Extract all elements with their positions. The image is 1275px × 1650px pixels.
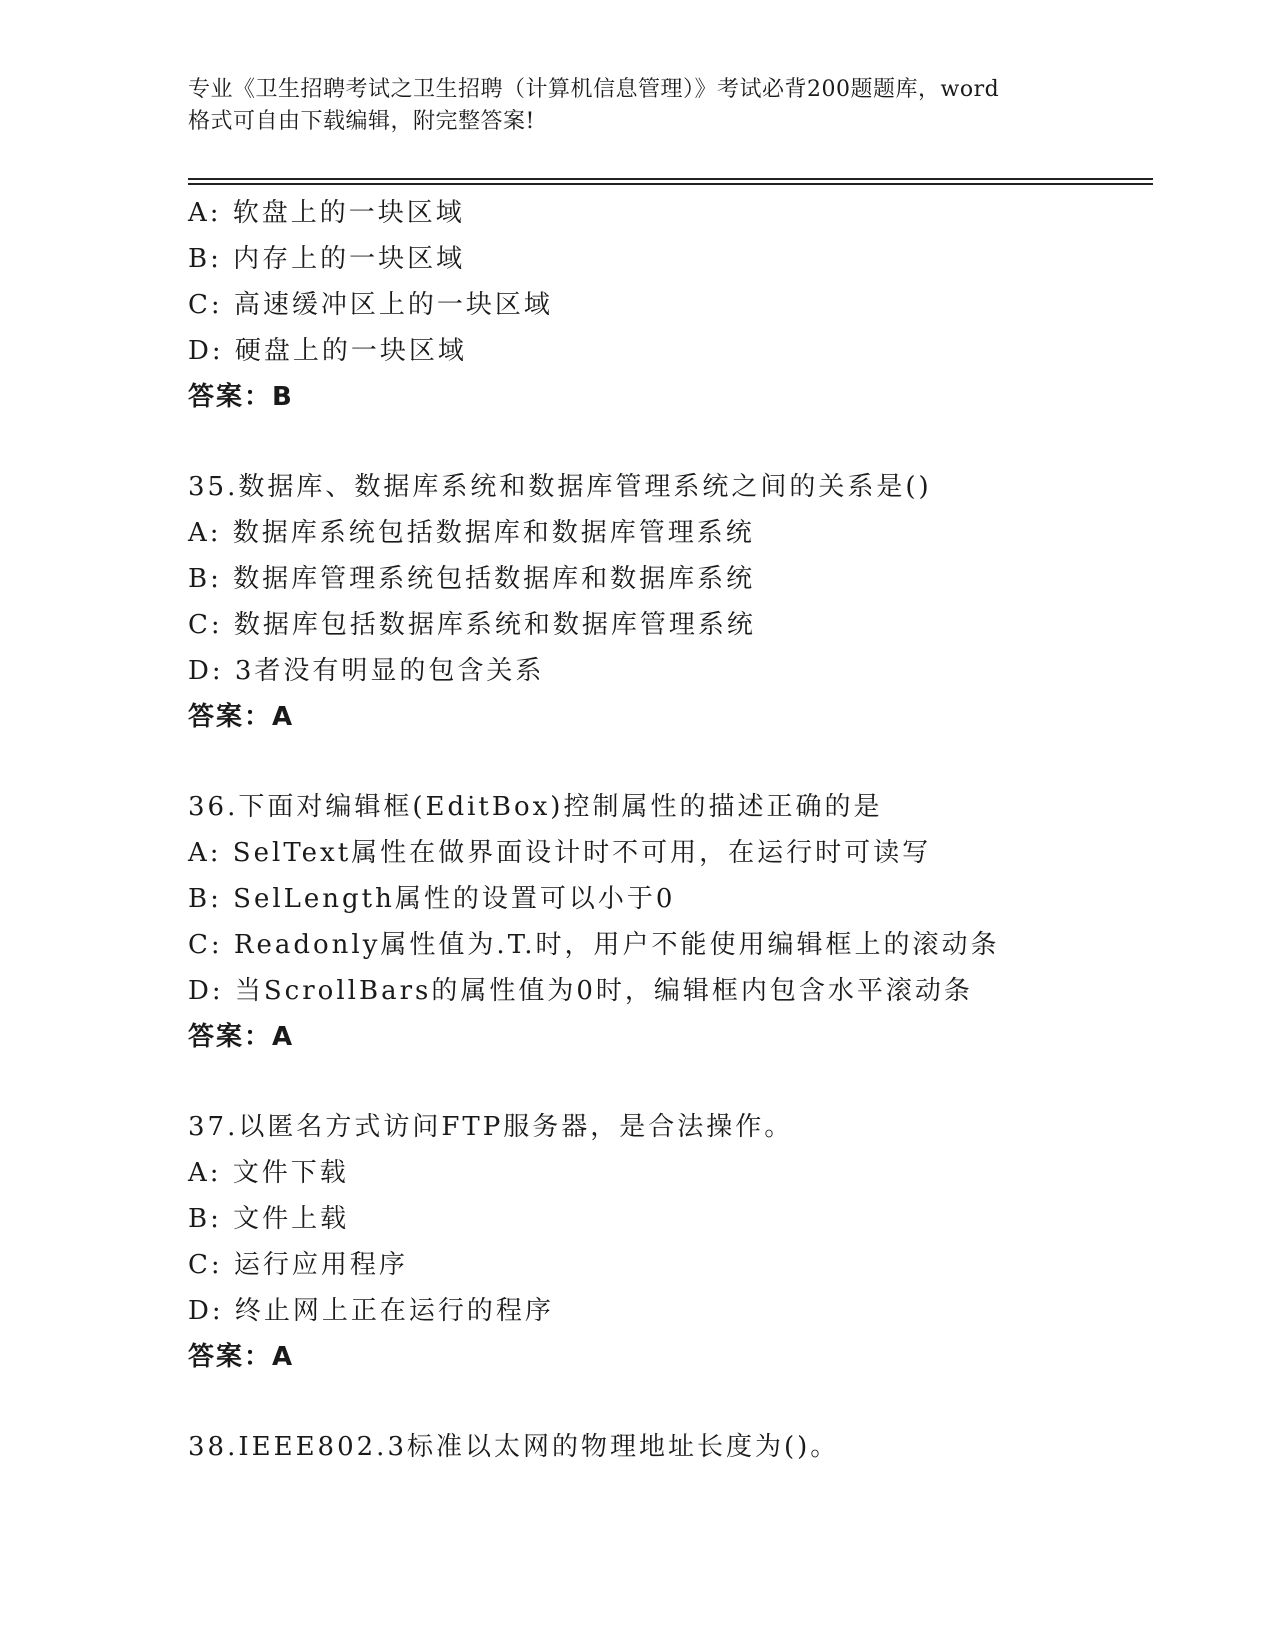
- spacer: [188, 740, 1188, 784]
- option-a: A: 数据库系统包括数据库和数据库管理系统: [188, 518, 755, 548]
- option-d: D: 终止网上正在运行的程序: [188, 1296, 554, 1326]
- option-a: A: SelText属性在做界面设计时不可用，在运行时可读写: [188, 838, 932, 868]
- spacer: [188, 420, 1188, 464]
- header-line-1: 专业《卫生招聘考试之卫生招聘（计算机信息管理）》考试必背200题题库，word: [188, 77, 1000, 102]
- question-36: [188, 784, 1188, 1060]
- option-d: D: 当ScrollBars的属性值为0时，编辑框内包含水平滚动条: [188, 976, 973, 1006]
- option-a: A: 文件下载: [188, 1158, 349, 1188]
- option-c: C: 数据库包括数据库系统和数据库管理系统: [188, 610, 756, 640]
- option-d: D: 硬盘上的一块区域: [188, 336, 467, 366]
- question-35: [188, 464, 1188, 740]
- header-line-2: 格式可自由下载编辑，附完整答案!: [188, 109, 535, 134]
- option-b: B: SelLength属性的设置可以小于0: [188, 884, 676, 914]
- question-text: 38.IEEE802.3标准以太网的物理地址长度为()。: [188, 1432, 840, 1462]
- spacer: [188, 1060, 1188, 1104]
- option-b: B: 数据库管理系统包括数据库和数据库系统: [188, 564, 756, 594]
- option-d: D: 3者没有明显的包含关系: [188, 656, 545, 686]
- question-34: [188, 190, 1188, 420]
- option-c: C: 运行应用程序: [188, 1250, 408, 1280]
- question-37: [188, 1104, 1188, 1380]
- document-header: [188, 74, 1088, 138]
- answer: 答案：B: [188, 382, 294, 412]
- answer: 答案：A: [188, 1022, 295, 1052]
- question-38: [188, 1424, 1188, 1470]
- answer: 答案：A: [188, 1342, 295, 1372]
- header-divider-top: [188, 178, 1153, 180]
- option-c: C: 高速缓冲区上的一块区域: [188, 290, 553, 320]
- question-list: [188, 190, 1188, 1470]
- question-text: 35.数据库、数据库系统和数据库管理系统之间的关系是(): [188, 472, 932, 502]
- answer: 答案：A: [188, 702, 295, 732]
- option-c: C: Readonly属性值为.T.时，用户不能使用编辑框上的滚动条: [188, 930, 1000, 960]
- option-b: B: 文件上载: [188, 1204, 350, 1234]
- header-divider-bottom: [188, 183, 1153, 185]
- option-a: A: 软盘上的一块区域: [188, 198, 465, 228]
- option-b: B: 内存上的一块区域: [188, 244, 466, 274]
- spacer: [188, 1380, 1188, 1424]
- question-text: 36.下面对编辑框(EditBox)控制属性的描述正确的是: [188, 792, 883, 822]
- question-text: 37.以匿名方式访问FTP服务器，是合法操作。: [188, 1112, 794, 1142]
